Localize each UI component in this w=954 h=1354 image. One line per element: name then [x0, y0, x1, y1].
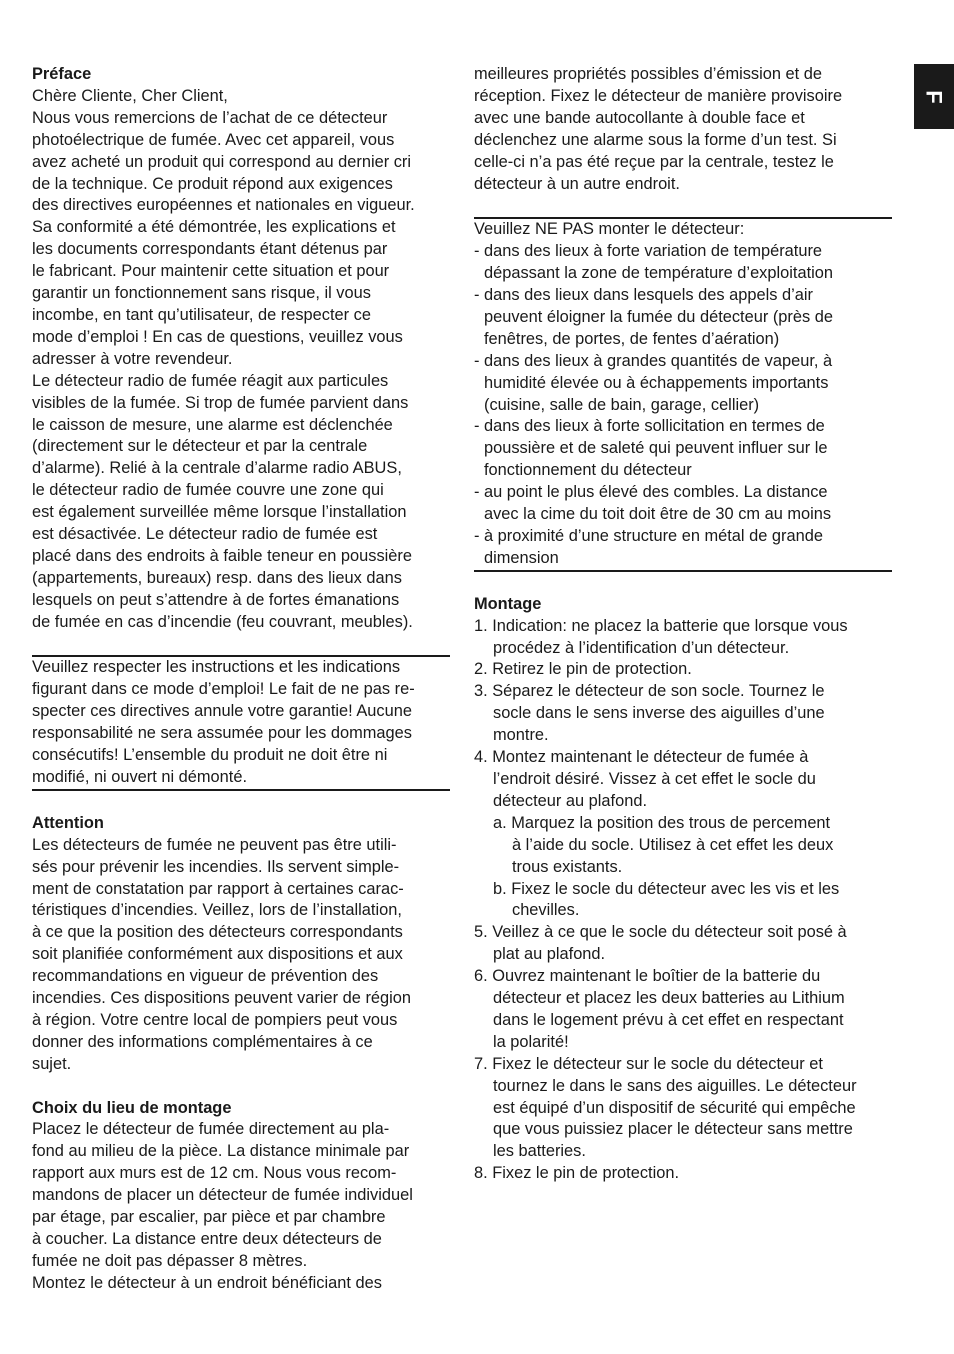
text-line: de fumée en cas d’incendie (feu couvrant, meubles).	[32, 612, 413, 631]
text-line: - dans des lieux à forte variation de température	[474, 242, 823, 261]
text-line: dans le logement prévu à cet effet en respectant	[493, 1010, 844, 1029]
text-line: avec une bande autocollante à double face et	[474, 108, 805, 127]
text-line: à coucher. La distance entre deux détecteurs de	[32, 1229, 382, 1248]
text-line: - au point le plus élevé des combles. La distance	[474, 483, 828, 502]
spacer	[474, 195, 892, 217]
preface-text	[32, 86, 450, 634]
text-line: placé dans des endroits à faible teneur en poussière	[32, 546, 412, 565]
continuation-text	[474, 64, 892, 195]
text-line: rapport aux murs est de 12 cm. Nous vous recom-	[32, 1164, 397, 1183]
text-line: (directement sur le détecteur et par la centrale	[32, 437, 368, 456]
text-line: à l’aide du socle. Utilisez à cet effet les deux	[512, 835, 834, 854]
text-line: ment de constatation par rapport à certaines carac-	[32, 879, 404, 898]
text-line: fonctionnement du détecteur	[484, 461, 692, 480]
text-line: 5. Veillez à ce que le socle du détecteur soit posé à	[474, 923, 847, 942]
text-line: - dans des lieux à grandes quantités de vapeur, à	[474, 351, 833, 370]
montage-heading: Montage	[474, 594, 542, 613]
choix-text	[32, 1119, 450, 1294]
text-line: - dans des lieux dans lesquels des appels d’air	[474, 286, 813, 305]
text-line: mandons de placer un détecteur de fumée individuel	[32, 1186, 413, 1205]
notice-box	[32, 655, 450, 790]
spacer	[474, 572, 892, 594]
text-line: 8. Fixez le pin de protection.	[474, 1164, 679, 1183]
text-line: modifié, ni ouvert ni démonté.	[32, 767, 248, 786]
text-line: avec la cime du toit doit être de 30 cm au moins	[484, 505, 832, 524]
text-line: à région. Votre centre local de pompiers peut vous	[32, 1010, 398, 1029]
text-line: Chère Cliente, Cher Client,	[32, 86, 228, 105]
text-line: déclenchez une alarme sous la forme d’un test. Si	[474, 130, 837, 149]
text-line: consécutifs! L’ensemble du produit ne doit être ni	[32, 746, 388, 765]
text-line: des directives européennes et nationales en vigueur.	[32, 196, 415, 215]
text-line: détecteur au plafond.	[493, 791, 648, 810]
text-line: 6. Ouvrez maintenant le boîtier de la batterie du	[474, 967, 821, 986]
text-line: humidité élevée ou à échappements importants	[484, 373, 829, 392]
attention-heading: Attention	[32, 813, 104, 832]
text-line: 7. Fixez le détecteur sur le socle du détecteur et	[474, 1054, 823, 1073]
text-line: sujet.	[32, 1054, 72, 1073]
text-line: Veuillez NE PAS monter le détecteur:	[474, 220, 745, 239]
text-line: poussière et de saleté qui peuvent influer sur le	[484, 439, 828, 458]
text-line: dimension	[484, 548, 559, 567]
choix-heading: Choix du lieu de montage	[32, 1098, 232, 1117]
text-line: à ce que la position des détecteurs correspondants	[32, 923, 403, 942]
text-line: - dans des lieux à forte sollicitation en termes de	[474, 417, 825, 436]
text-line: Les détecteurs de fumée ne peuvent pas être utili-	[32, 835, 397, 854]
language-tab	[914, 64, 954, 129]
text-line: adresser à votre revendeur.	[32, 349, 233, 368]
text-line: garantir un fonctionnement sans risque, il vous	[32, 284, 371, 303]
spacer	[32, 1076, 450, 1098]
text-line: fond au milieu de la pièce. La distance minimale par	[32, 1142, 410, 1161]
language-tab-label: F	[921, 89, 947, 104]
text-line: Le détecteur radio de fumée réagit aux particules	[32, 371, 389, 390]
montage-list	[474, 616, 892, 1186]
text-line: réception. Fixez le détecteur de manière provisoire	[474, 86, 843, 105]
text-line: téristiques d’incendies. Veillez, lors de l’installation,	[32, 901, 402, 920]
text-line: l’endroit désiré. Vissez à cet effet le socle du	[493, 769, 816, 788]
text-line: Sa conformité a été démontrée, les explications et	[32, 218, 396, 237]
text-line: b. Fixez le socle du détecteur avec les vis et les	[493, 879, 840, 898]
spacer	[32, 791, 450, 813]
attention-text	[32, 835, 450, 1076]
left-column	[32, 64, 450, 1295]
text-line: responsabilité ne sera assumée pour les dommages	[32, 724, 412, 743]
text-line: le détecteur radio de fumée couvre une zone qui	[32, 481, 384, 500]
text-line: mode d’emploi ! En cas de questions, veuillez vous	[32, 327, 403, 346]
text-line: Montez le détecteur à un endroit bénéficiant des	[32, 1273, 382, 1292]
text-line: specter ces directives annule votre garantie! Aucune	[32, 702, 412, 721]
text-line: la polarité!	[493, 1032, 569, 1051]
text-line: 1. Indication: ne placez la batterie que lorsque vous	[474, 616, 848, 635]
text-line: chevilles.	[512, 901, 580, 920]
text-line: de la technique. Ce produit répond aux exigences	[32, 174, 393, 193]
text-line: recommandations en vigueur de prévention des	[32, 967, 379, 986]
text-line: soit planifiée conformément aux dispositions et aux	[32, 945, 403, 964]
text-line: que vous puissiez placer le détecteur sans mettre	[493, 1120, 853, 1139]
text-line: (cuisine, salle de bain, garage, cellier)	[484, 395, 760, 414]
text-line: détecteur et placez les deux batteries au Lithium	[493, 989, 845, 1008]
text-line: les batteries.	[493, 1142, 586, 1161]
text-line: meilleures propriétés possibles d’émission et de	[474, 65, 823, 83]
text-line: - à proximité d’une structure en métal de grande	[474, 527, 823, 546]
text-line: procédez à l’identification d’un détecteur.	[493, 638, 790, 657]
ne-pas-box	[474, 217, 892, 572]
spacer	[32, 634, 450, 656]
preface-heading: Préface	[32, 65, 92, 83]
text-line: donner des informations complémentaires à ce	[32, 1032, 373, 1051]
text-line: montre.	[493, 726, 549, 745]
text-line: détecteur à un autre endroit.	[474, 174, 680, 193]
text-line: avez acheté un produit qui correspond au dernier cri	[32, 152, 412, 171]
text-line: fumée ne doit pas dépasser 8 mètres.	[32, 1251, 308, 1270]
text-line: socle dans le sens inverse des aiguilles d’une	[493, 704, 825, 723]
text-line: tournez le dans le sans des aiguilles. Le détecteur	[493, 1076, 857, 1095]
text-line: sés pour prévenir les incendies. Ils servent simple-	[32, 857, 400, 876]
text-line: fenêtres, de portes, de fentes d’aération)	[484, 329, 780, 348]
text-line: est également surveillée même lorsque l’installation	[32, 503, 407, 522]
text-line: 3. Séparez le détecteur de son socle. Tournez le	[474, 682, 825, 701]
text-line: les documents correspondants étant détenus par	[32, 240, 388, 259]
text-line: le caisson de mesure, une alarme est déclenchée	[32, 415, 393, 434]
text-line: celle-ci n’a pas été reçue par la centrale, testez le	[474, 152, 834, 171]
text-line: Veuillez respecter les instructions et les indications	[32, 658, 401, 677]
text-line: par étage, par escalier, par pièce et par chambre	[32, 1208, 386, 1227]
text-line: (appartements, bureaux) resp. dans des lieux dans	[32, 568, 402, 587]
text-line: d’alarme). Relié à la centrale d’alarme radio ABUS,	[32, 459, 402, 478]
text-line: le fabricant. Pour maintenir cette situation et pour	[32, 262, 390, 281]
text-line: trous existants.	[512, 857, 623, 876]
text-line: incombe, en tant qu’utilisateur, de respecter ce	[32, 305, 371, 324]
text-line: figurant dans ce mode d’emploi! Le fait de ne pas re-	[32, 680, 415, 699]
text-line: Nous vous remercions de l’achat de ce détecteur	[32, 108, 388, 127]
text-line: visibles de la fumée. Si trop de fumée parvient dans	[32, 393, 409, 412]
text-line: dépassant la zone de température d’exploitation	[484, 264, 833, 283]
text-line: 4. Montez maintenant le détecteur de fumée à	[474, 748, 809, 767]
text-line: incendies. Ces dispositions peuvent varier de région	[32, 989, 412, 1008]
text-line: plat au plafond.	[493, 945, 606, 964]
text-line: a. Marquez la position des trous de percement	[493, 813, 831, 832]
text-line: 2. Retirez le pin de protection.	[474, 660, 692, 679]
text-line: lesquels on peut s’attendre à de fortes émanations	[32, 590, 400, 609]
text-line: est désactivée. Le détecteur radio de fumée est	[32, 525, 378, 544]
text-line: est équipé d’un dispositif de sécurité qui empêche	[493, 1098, 856, 1117]
right-column	[474, 64, 892, 1185]
text-line: photoélectrique de fumée. Avec cet appareil, vous	[32, 130, 395, 149]
text-line: Placez le détecteur de fumée directement au pla-	[32, 1120, 390, 1139]
text-line: peuvent éloigner la fumée du détecteur (près de	[484, 307, 833, 326]
